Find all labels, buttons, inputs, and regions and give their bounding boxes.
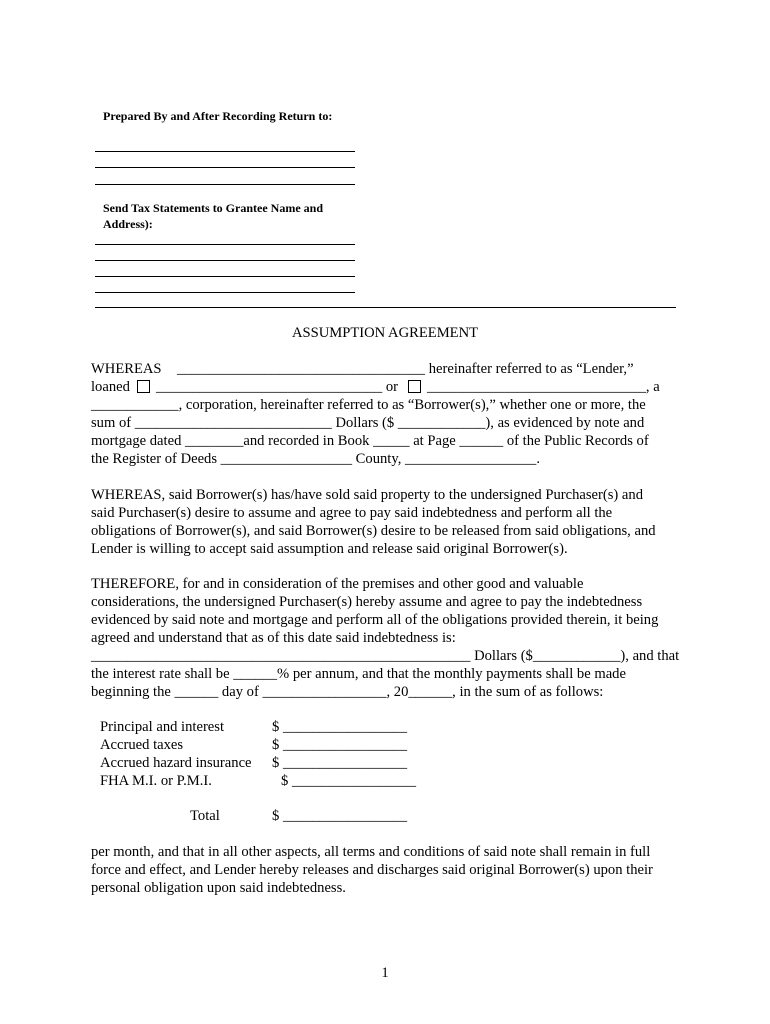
loaned-blank-or: _______________________________ or xyxy=(156,379,399,395)
loaned-checkbox-2[interactable] xyxy=(408,380,421,393)
page-number: 1 xyxy=(381,965,389,981)
para2-line1: WHEREAS, said Borrower(s) has/have sold said property to the undersigned Purchaser(s) and xyxy=(91,487,643,503)
para2-line3: obligations of Borrower(s), and said Borrower(s) desire to be released from said obligations, and xyxy=(91,523,656,539)
para4-line2: force and effect, and Lender hereby releases and discharges said original Borrower(s) upon their xyxy=(91,862,653,878)
return-to-line-1[interactable] xyxy=(95,151,355,152)
para2-line2: said Purchaser(s) desire to assume and agree to pay said indebtedness and perform all the xyxy=(91,505,613,521)
loaned-blank-a: ______________________________, a xyxy=(427,379,660,395)
grantee-line-3[interactable] xyxy=(95,276,355,277)
para1-line3: ____________, corporation, hereinafter referred to as “Borrower(s),” whether one or more, the xyxy=(91,397,646,413)
para3-line5: ____________________________________________________ Dollars ($____________), and that xyxy=(91,648,680,664)
para2-line4: Lender is willing to accept said assumption and release said original Borrower(s). xyxy=(91,541,568,557)
return-to-line-2[interactable] xyxy=(95,167,355,168)
para1-line4: sum of ___________________________ Dollars ($ ____________), as evidenced by note and xyxy=(91,415,645,431)
fha-amount-blank[interactable]: $ _________________ xyxy=(281,773,416,789)
whereas-label: WHEREAS xyxy=(91,361,162,377)
para1-line6: the Register of Deeds __________________ County, __________________. xyxy=(91,451,540,467)
para3-line2: considerations, the undersigned Purchaser(s) hereby assume and agree to pay the indebtedness xyxy=(91,594,643,610)
grantee-line-4[interactable] xyxy=(95,292,355,293)
loaned-label: loaned xyxy=(91,379,130,395)
hazard-amount-blank[interactable]: $ _________________ xyxy=(272,755,407,771)
para4-line1: per month, and that in all other aspects, all terms and conditions of said note shall remain in full xyxy=(91,844,651,860)
document-title: ASSUMPTION AGREEMENT xyxy=(291,325,479,341)
para4-line3: personal obligation upon said indebtedness. xyxy=(91,880,346,896)
loaned-checkbox-1[interactable] xyxy=(137,380,150,393)
taxes-amount-blank[interactable]: $ _________________ xyxy=(272,737,407,753)
principal-label: Principal and interest xyxy=(100,719,225,735)
grantee-line-1[interactable] xyxy=(95,244,355,245)
send-tax-heading-line1: Send Tax Statements to Grantee Name and xyxy=(103,201,324,215)
grantee-line-2[interactable] xyxy=(95,260,355,261)
return-to-line-3[interactable] xyxy=(95,184,355,185)
total-label: Total xyxy=(190,808,220,824)
total-amount-blank[interactable]: $ _________________ xyxy=(272,808,407,824)
para3-line4: agreed and understand that as of this date said indebtedness is: xyxy=(91,630,456,646)
section-divider xyxy=(95,307,676,308)
para1-line5: mortgage dated ________and recorded in Book _____ at Page ______ of the Public Records of xyxy=(91,433,649,449)
lender-clause: __________________________________ hereinafter referred to as “Lender,” xyxy=(177,361,634,377)
hazard-label: Accrued hazard insurance xyxy=(100,755,252,771)
fha-label: FHA M.I. or P.M.I. xyxy=(100,773,212,789)
prepared-by-heading: Prepared By and After Recording Return to: xyxy=(103,109,333,123)
para3-line6: the interest rate shall be ______% per annum, and that the monthly payments shall be made xyxy=(91,666,626,682)
principal-amount-blank[interactable]: $ _________________ xyxy=(272,719,407,735)
para3-line1: THEREFORE, for and in consideration of the premises and other good and valuable xyxy=(91,576,584,592)
send-tax-heading-line2: Address): xyxy=(103,217,153,231)
para3-line7: beginning the ______ day of _________________, 20______, in the sum of as follows: xyxy=(91,684,604,700)
para3-line3: evidenced by said note and mortgage and perform all of the obligations provided therein, it being xyxy=(91,612,659,628)
taxes-label: Accrued taxes xyxy=(100,737,184,753)
